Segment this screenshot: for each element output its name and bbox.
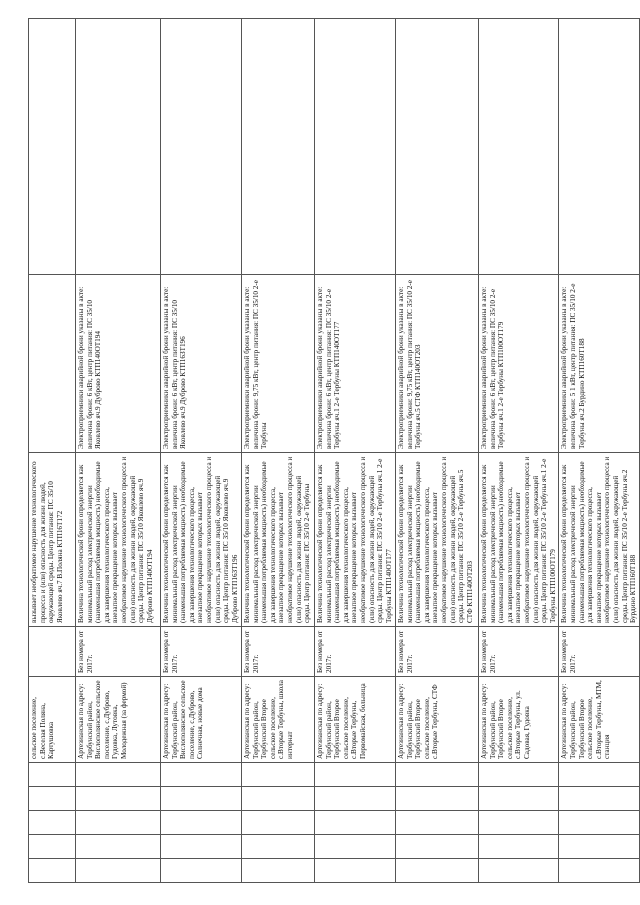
empty-cell	[29, 811, 76, 835]
table-row	[161, 19, 242, 883]
table-row	[242, 19, 315, 883]
empty-cell	[559, 19, 639, 275]
address-cell: Артезианская по адресу: Тербунский район, Вислополянское сельское поселение, с.Дуброво, Солнечная, новые дома	[161, 677, 242, 763]
table-row	[29, 19, 76, 883]
empty-cell	[242, 19, 315, 275]
empty-cell	[242, 835, 315, 859]
empty-cell	[76, 811, 161, 835]
empty-cell	[559, 835, 639, 859]
address-cell: Артезианская по адресу: Тербунский район, Тербунский Второе сельское поселение, с.Вторые Тербуны, СТФ	[396, 677, 479, 763]
technological-reserve-cell: Величина технологической брони определяется как минимальный расход электрической энергии (наименьшая потребляемая мощность) необходимые для завершения технологического процесса, внезапное прекращение которых вызывает необратимое нарушение технологического процесса и (или) опасность для жизни людей, окружающей среды. Центр питания: ПС 35/10 2-е Тербуны яч.1 2-е Тербуны КТП140ОТ177	[315, 453, 396, 627]
empty-cell	[396, 859, 479, 883]
document-number-cell	[29, 627, 76, 677]
empty-cell	[559, 787, 639, 811]
energy-reserve-table	[28, 18, 640, 883]
empty-cell	[396, 763, 479, 787]
empty-cell	[315, 19, 396, 275]
technological-reserve-cell: Величина технологической брони определяется как минимальный расход электрической энергии (наименьшая потребляемая мощность) необходимые для завершения технологического процесса, внезапное прекращение которых вызывает необратимое нарушение технологического процесса и (или) опасность для жизни людей, окружающей среды. Центр питания: ПС 35/10 2-е Тербуны	[242, 453, 315, 627]
empty-cell	[76, 835, 161, 859]
empty-cell	[29, 859, 76, 883]
document-number-cell: Без номера от 2017г.	[559, 627, 639, 677]
empty-cell	[479, 763, 559, 787]
technological-reserve-cell: Величина технологической брони определяется как минимальный расход электрической энергии (наименьшая потребляемая мощность) необходимые для завершения технологического процесса, внезапное прекращение которых вызывает необратимое нарушение технологического процесса и (или) опасность для жизни людей, окружающей среды. Центр питания: ПС 35/10 Яковлево яч.9 Дуброво КТП163Т196	[161, 453, 242, 627]
document-number-cell: Без номера от 2017г.	[315, 627, 396, 677]
empty-cell	[315, 859, 396, 883]
emergency-reserve-cell: Электроприемники аварийной брони указаны в акте: величина брони: 9,75 кВт, центр питания: ПС 35/10 2-е Тербуны	[242, 275, 315, 453]
empty-cell	[479, 859, 559, 883]
empty-cell	[242, 811, 315, 835]
document-number-cell: Без номера от 2017г.	[161, 627, 242, 677]
document-number-cell: Без номера от 2017г.	[479, 627, 559, 677]
empty-cell	[29, 19, 76, 275]
empty-cell	[161, 859, 242, 883]
emergency-reserve-cell: Электроприемники аварийной брони указаны в акте: величина брони: 9,75 кВт, центр питания: ПС 35/10 2-е Тербуны яч.5 СТФ КТП140ОТ203	[396, 275, 479, 453]
empty-cell	[76, 19, 161, 275]
empty-cell	[479, 835, 559, 859]
empty-cell	[76, 763, 161, 787]
empty-cell	[396, 835, 479, 859]
technological-reserve-cell: Величина технологической брони определяется как минимальный расход электрической энергии (наименьшая потребляемая мощность) необходимые для завершения технологического процесса, внезапное прекращение которых вызывает необратимое нарушение технологического процесса и (или) опасность для жизни людей, окружающей среды. Центр питания: ПС 35/10 2-е Тербуны яч.1 2-е Тербуны КТП100ОТ179	[479, 453, 559, 627]
empty-cell	[396, 19, 479, 275]
document-number-cell: Без номера от 2017г.	[76, 627, 161, 677]
address-cell: Артезианская по адресу: Тербунский район, Вислополянское сельское поселение, с.Дуброво, Гудовка, Лутовка, Молодежная (за фермой)	[76, 677, 161, 763]
empty-cell	[29, 835, 76, 859]
empty-cell	[161, 811, 242, 835]
empty-cell	[479, 787, 559, 811]
empty-cell	[76, 859, 161, 883]
technological-reserve-cell: Величина технологической брони определяется как минимальный расход электрической энергии (наименьшая потребляемая мощность) необходимые для завершения технологического процесса, внезапное прекращение которых вызывает необратимое нарушение технологического процесса и (или) опасность для жизни людей, окружающей среды. Центр питания: ПС 35/10 2-е Тербуны яч.2 Бурдино КТП160Т188	[559, 453, 639, 627]
empty-cell	[242, 859, 315, 883]
empty-cell	[396, 787, 479, 811]
empty-cell	[76, 787, 161, 811]
address-cell: Артезианская по адресу: Тербунский район, Тербунский Второе сельское поселение, с.Вторые Тербуны, ул. Садовая, Гудовка	[479, 677, 559, 763]
empty-cell	[479, 811, 559, 835]
empty-cell	[396, 811, 479, 835]
address-cell: Артезианская по адресу: Тербунский район, Тербунский Второе сельское поселение, с.Вторые Тербуны, школа интернат	[242, 677, 315, 763]
empty-cell	[242, 763, 315, 787]
emergency-reserve-cell	[29, 275, 76, 453]
table-row	[76, 19, 161, 883]
empty-cell	[559, 763, 639, 787]
empty-cell	[315, 835, 396, 859]
empty-cell	[315, 787, 396, 811]
emergency-reserve-cell: Электроприемники аварийной брони указаны в акте: величина брони: 6 кВт, центр питания: ПС 35/10 2-е Тербуны яч.1 2-е Тербуны КТП140ОТ177	[315, 275, 396, 453]
document-number-cell: Без номера от 2017г.	[242, 627, 315, 677]
empty-cell	[29, 787, 76, 811]
technological-reserve-cell: Величина технологической брони определяется как минимальный расход электрической энергии (наименьшая потребляемая мощность) необходимые для завершения технологического процесса, внезапное прекращение которых вызывает необратимое нарушение технологического процесса и (или) опасность для жизни людей, окружающей среды. Центр питания: ПС 35/10 2-е Тербуны яч.5 СТФ КТП140ОТ203	[396, 453, 479, 627]
table-row	[315, 19, 396, 883]
empty-cell	[161, 763, 242, 787]
address-cell: Артезианская по адресу: Тербунский район, Тербунский Второе сельское поселение, с.Вторые Тербуны, МТМ, станция	[559, 677, 639, 763]
empty-cell	[315, 763, 396, 787]
empty-cell	[559, 859, 639, 883]
empty-cell	[161, 835, 242, 859]
empty-cell	[242, 787, 315, 811]
emergency-reserve-cell: Электроприемники аварийной брони указаны в акте: величина брони: 5 1 кВт, центр питания: ПС 35/10 2-е Тербуны яч.2 Бурдино КТП160Т188	[559, 275, 639, 453]
table-row	[559, 19, 639, 883]
address-cell: Артезианская по адресу: Тербунский район, Тербунский Второе сельское поселение, с.Вторые Тербуны, Первомайская, больница	[315, 677, 396, 763]
document-number-cell: Без номера от 2017г.	[396, 627, 479, 677]
empty-cell	[315, 811, 396, 835]
address-cell: сельское поселение, с.Веселая Поляна, Картушовка	[29, 677, 76, 763]
emergency-reserve-cell: Электроприемники аварийной брони указаны в акте: величина брони: 6 кВт, центр питания: ПС 35/10 Яковлево яч.9 Дуброво КТП163Т196	[161, 275, 242, 453]
emergency-reserve-cell: Электроприемники аварийной брони указаны в акте: величина брони: 6 кВт, центр питания: ПС 35/10 Яковлево яч.9 Дуброво КТП140ОТ194	[76, 275, 161, 453]
empty-cell	[479, 19, 559, 275]
emergency-reserve-cell: Электроприемники аварийной брони указаны в акте: величина брони: 6 кВт, центр питания: ПС 35/10 2-е Тербуны яч.1 2-е Тербуны КТП100ОТ179	[479, 275, 559, 453]
technological-reserve-cell: вызывает необратимое нарушение технологического процесса и (или) опасность для жизни людей, окружающей среды. Центр питания: ПС 35/10 Яковлево яч.7 В.Поляна КТП16Т172	[29, 453, 76, 627]
table-row	[479, 19, 559, 883]
empty-cell	[161, 787, 242, 811]
empty-cell	[559, 811, 639, 835]
table-row	[396, 19, 479, 883]
empty-cell	[161, 19, 242, 275]
empty-cell	[29, 763, 76, 787]
technological-reserve-cell: Величина технологической брони определяется как минимальный расход электрической энергии (наименьшая потребляемая мощность) необходимые для завершения технологического процесса, внезапное прекращение которых вызывает необратимое нарушение технологического процесса и (или) опасность для жизни людей, окружающей среды. Центр питания: ПС 35/10 Яковлево яч.9 Дуброво КТП140ОТ194	[76, 453, 161, 627]
